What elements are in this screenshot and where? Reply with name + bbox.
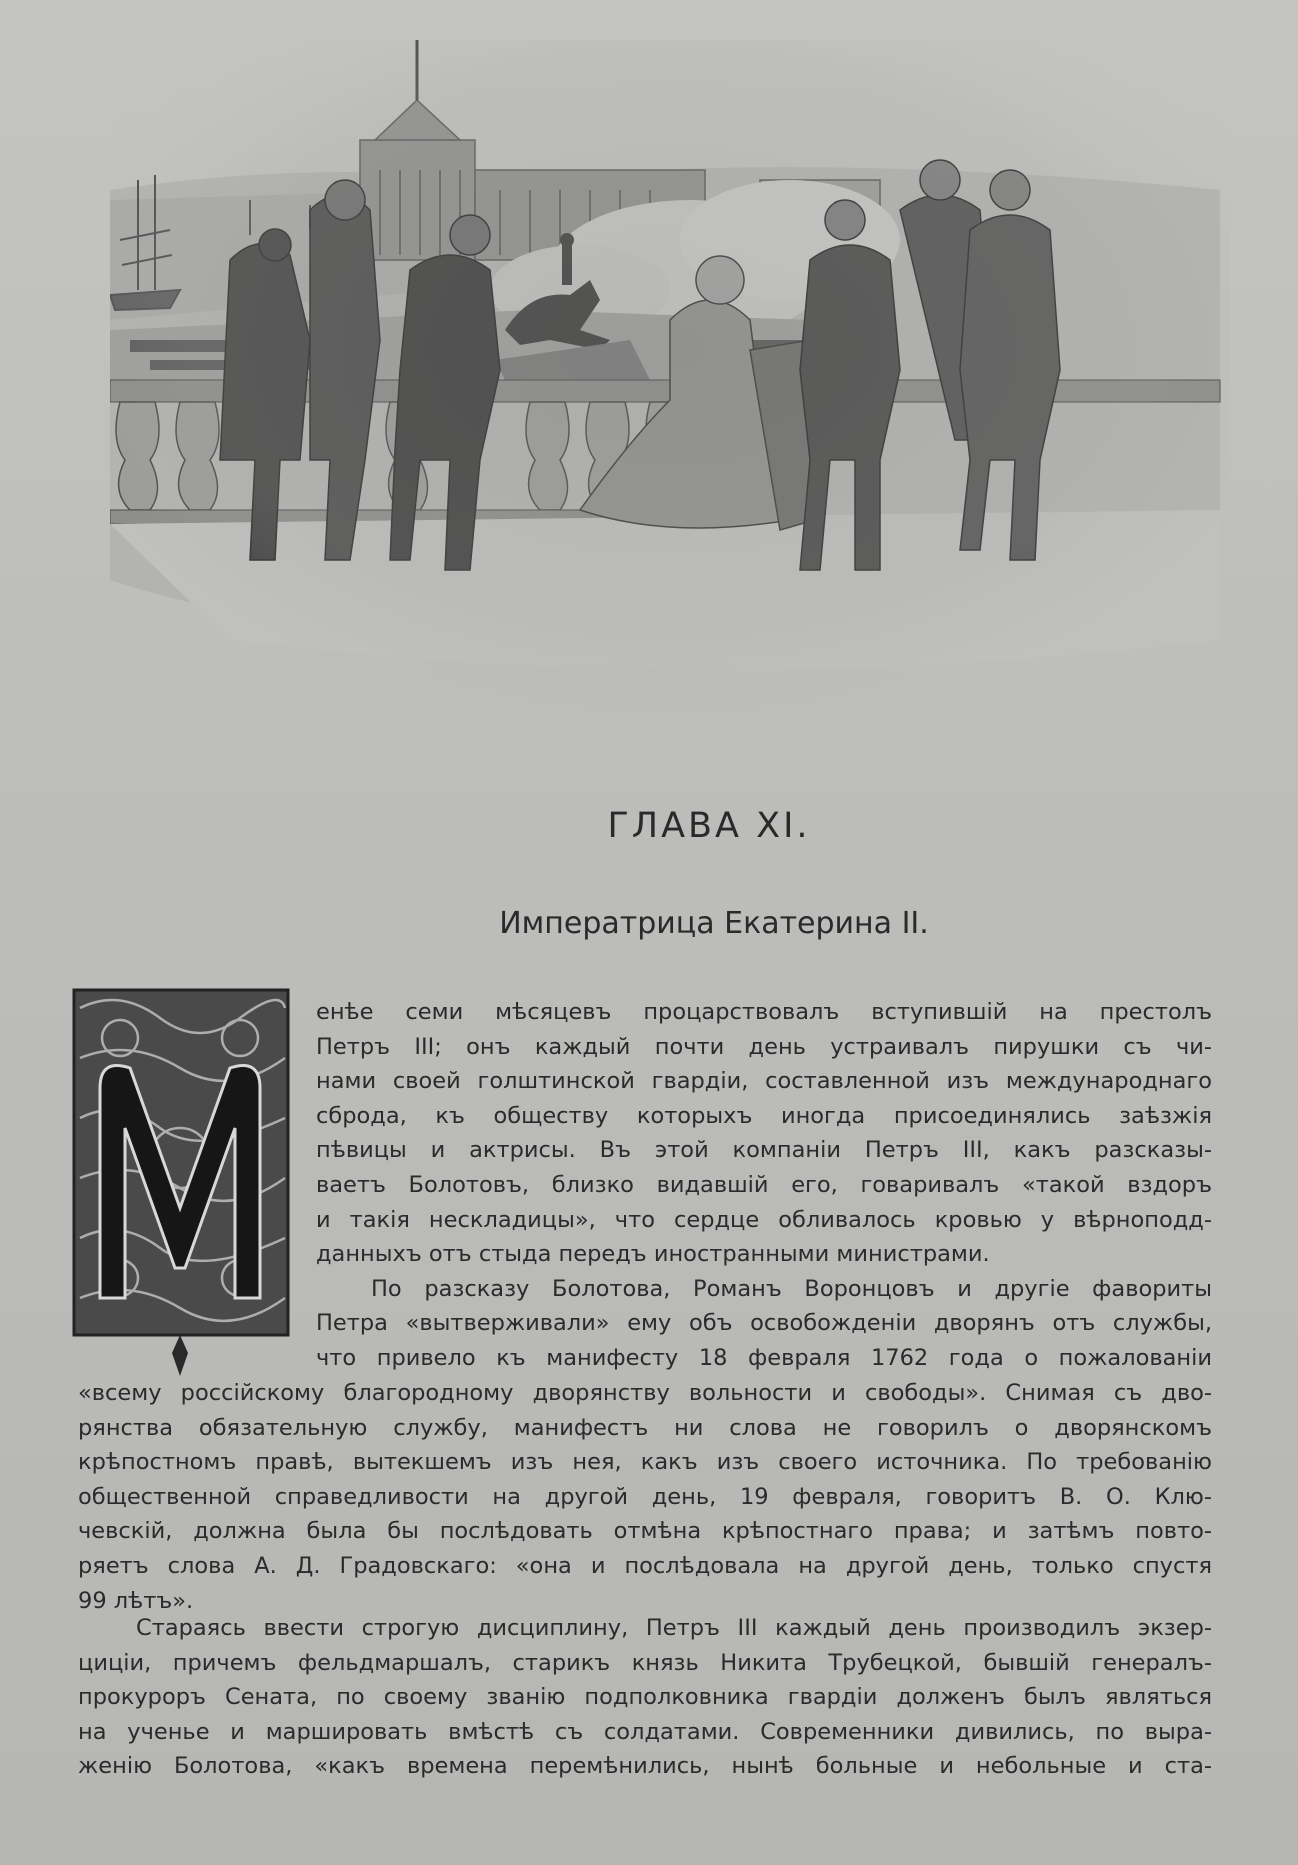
text-line: 99 лѣтъ». bbox=[78, 1587, 194, 1614]
text-line: енѣе семи мѣсяцевъ процарствовалъ вступившій на престолъ bbox=[316, 999, 1212, 1025]
text-line: пѣвицы и актрисы. Въ этой компаніи Петръ III, какъ разсказы- bbox=[316, 1137, 1212, 1164]
text-line: чевскій, должна была бы послѣдовать отмѣна крѣпостнаго права; и затѣмъ повто- bbox=[78, 1518, 1212, 1545]
text-line: что привело къ манифесту 18 февраля 1762 года о пожалованіи bbox=[316, 1344, 1212, 1371]
text-line: ваетъ Болотовъ, близко видавшій его, говаривалъ «такой вздоръ bbox=[316, 1171, 1212, 1198]
text-line: женію Болотова, «какъ времена перемѣнились, нынѣ больные и небольные и ста- bbox=[78, 1753, 1212, 1780]
chapter-illustration bbox=[110, 40, 1230, 720]
text-line: По разсказу Болотова, Романъ Воронцовъ и другіе фавориты bbox=[371, 1275, 1212, 1302]
text-line: крѣпостномъ правѣ, вытекшемъ изъ нея, какъ изъ своего источника. По требованію bbox=[78, 1449, 1212, 1476]
chapter-subtitle: Императрица Екатерина II. bbox=[499, 906, 929, 941]
text-line: данныхъ отъ стыда передъ иностранными министрами. bbox=[316, 1241, 990, 1268]
text-line: рянства обязательную службу, манифестъ ни слова не говорилъ о дворянскомъ bbox=[78, 1414, 1212, 1441]
paragraph-2 bbox=[78, 1376, 1212, 1618]
text-line: «всему россійскому благородному дворянству вольности и свободы». Снимая съ дво- bbox=[78, 1380, 1212, 1406]
text-line: сброда, къ обществу которыхъ иногда присоединялись заѣзжія bbox=[316, 1102, 1212, 1129]
text-line: нами своей голштинской гвардіи, составленной изъ международнаго bbox=[316, 1068, 1212, 1095]
text-line: прокуроръ Сената, по своему званію подполковника гвардіи долженъ былъ являться bbox=[78, 1684, 1212, 1711]
text-line: Стараясь ввести строгую дисциплину, Петръ III каждый день производилъ экзер- bbox=[136, 1615, 1212, 1641]
drop-cap-initial bbox=[60, 978, 300, 1378]
text-line: общественной справедливости на другой день, 19 февраля, говоритъ В. О. Клю- bbox=[78, 1483, 1212, 1510]
text-line: на ученье и маршировать вмѣстѣ съ солдатами. Современники дивились, по выра- bbox=[78, 1718, 1212, 1745]
text-line: ряетъ слова А. Д. Градовскаго: «она и послѣдовала на другой день, только спустя bbox=[78, 1552, 1212, 1579]
text-line: и такія нескладицы», что сердце обливалось кровью у вѣрноподд- bbox=[316, 1206, 1212, 1233]
text-line: циціи, причемъ фельдмаршалъ, старикъ князь Никита Трубецкой, бывшій генералъ- bbox=[78, 1649, 1212, 1676]
paragraph-1 bbox=[316, 995, 1212, 1376]
chapter-title: ГЛАВА XI. bbox=[607, 806, 811, 846]
paragraph-3 bbox=[78, 1611, 1212, 1784]
text-line: Петръ III; онъ каждый почти день устраивалъ пирушки съ чи- bbox=[316, 1033, 1212, 1060]
text-line: Петра «вытверживали» ему объ освобожденіи дворянъ отъ службы, bbox=[316, 1310, 1212, 1337]
